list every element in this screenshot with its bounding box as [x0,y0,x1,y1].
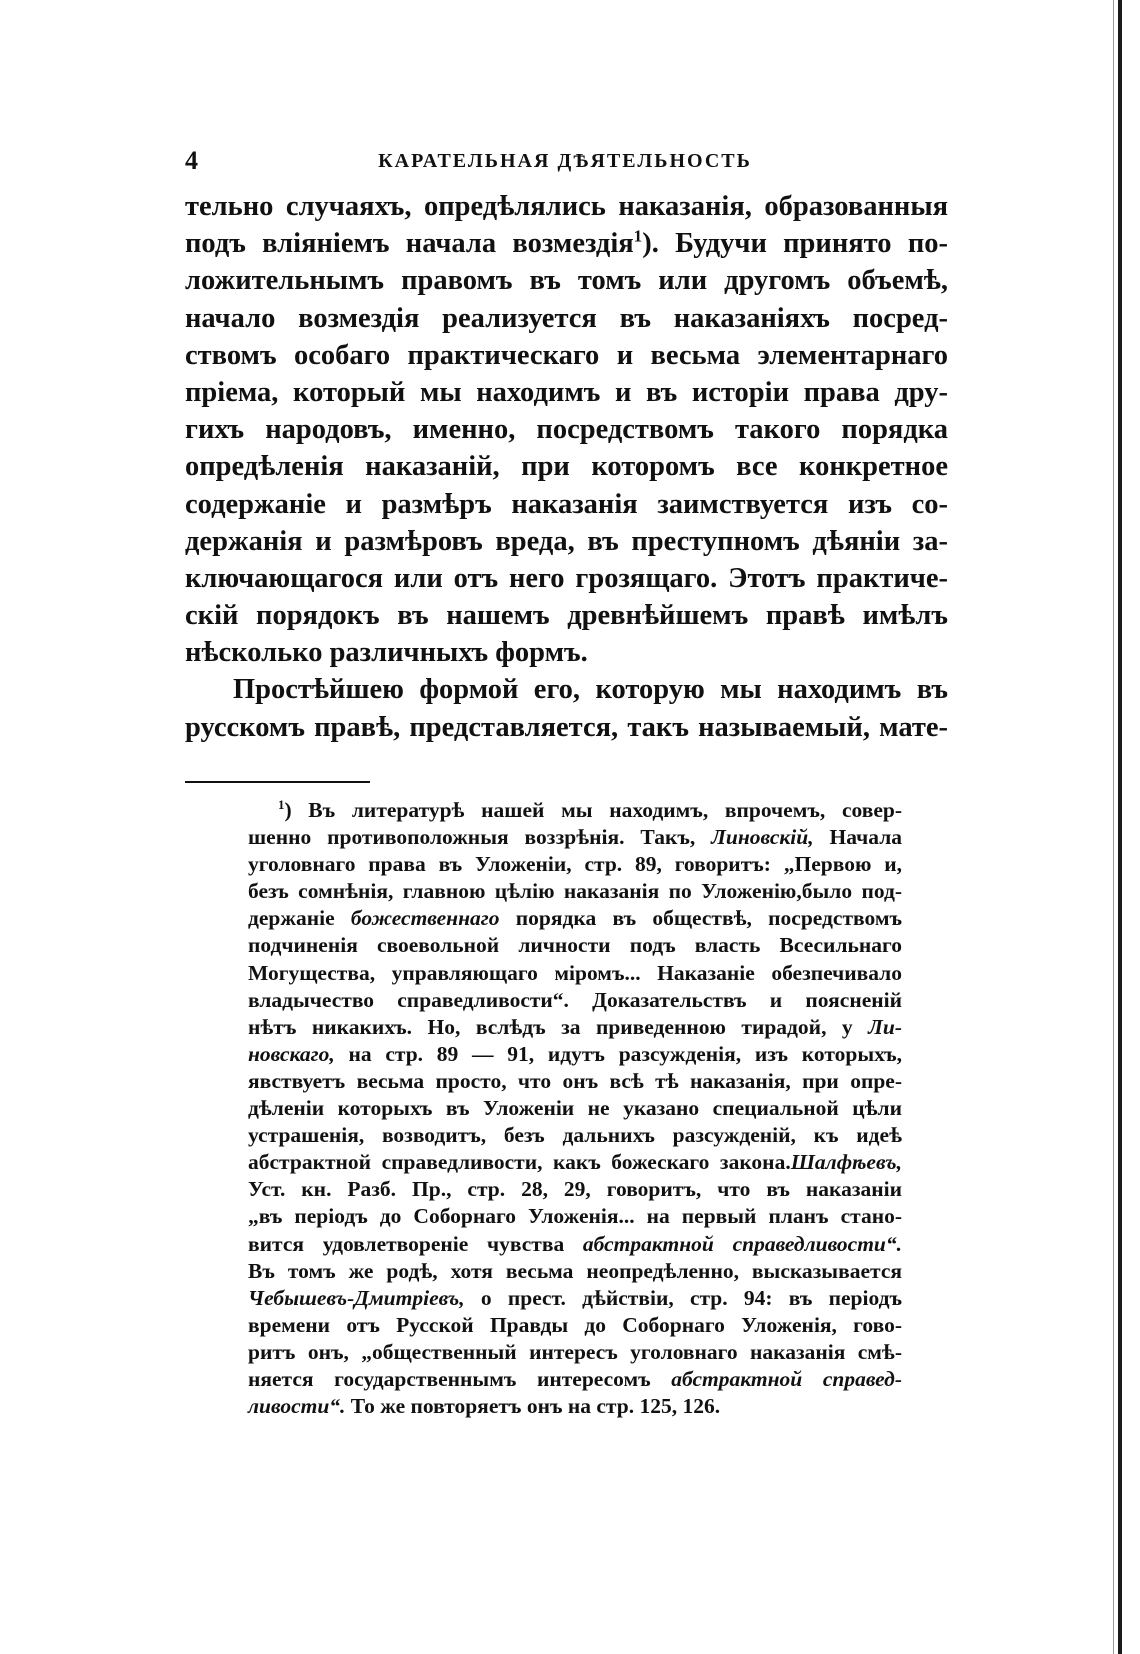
footnote-line: времени отъ Русской Правды до Соборнаго Уложенія, гово- [248,1312,902,1337]
text-line: гихъ народовъ, именно, посредствомъ такого порядка [185,414,948,446]
footnote-line: Чебышевъ-Дмитріевъ, о прест. дѣйствіи, стр. 94: въ періодъ [248,1285,903,1310]
footnote-line: дѣленіи которыхъ въ Уложеніи не указано специальной цѣли [248,1096,902,1121]
footnote-line: ритъ онъ, „общественный интересъ уголовнаго наказанія смѣ- [248,1339,902,1364]
text-line: опредѣленія наказаній, при которомъ все конкретное [185,451,948,483]
scan-edge-line [1113,0,1114,1654]
running-head [185,146,945,176]
footnote-rule [185,781,370,783]
footnote-line: владычество справедливости“. Доказательствъ и поясненій [248,987,902,1012]
running-title: КАРАТЕЛЬНАЯ ДѢЯТЕЛЬНОСТЬ [378,150,752,172]
text-line: держанія и размѣровъ вреда, въ преступномъ дѣяніи за- [185,525,948,557]
footnote-line: держаніе божественнаго порядка въ обществѣ, посредствомъ [248,906,903,931]
main-text [185,188,948,746]
footnote-line: $^1$) Въ литературѣ нашей мы находимъ, впрочемъ, совер- [278,797,902,822]
footnote [248,797,902,1420]
footnote-line: „въ періодъ до Соборнаго Уложенія... на первый планъ стано- [248,1204,902,1229]
text-line: пріема, который мы находимъ и въ исторіи права дру- [185,376,948,408]
text-line: скій порядокъ въ нашемъ древнѣйшемъ правѣ имѣлъ [185,600,948,632]
text-line: ключающагося или отъ него грозящаго. Этотъ практиче- [185,562,948,594]
text-line: содержаніе и размѣръ наказанія заимствуется изъ со- [185,488,948,520]
footnote-line: Могущества, управляющаго міромъ... Наказаніе обезпечивало [248,960,902,985]
footnote-line: нѣтъ никакихъ. Но, вслѣдъ за приведенною тирадой, у Ли- [248,1014,903,1039]
page-number: 4 [185,146,198,175]
footnote-line: абстрактной справедливости, какъ божескаго закона.Шалфѣевъ, [248,1150,902,1175]
text-line: нѣсколько различныхъ формъ. [185,637,588,669]
footnote-line: Уст. кн. Разб. Пр., стр. 28, 29, говоритъ, что въ наказаніи [248,1177,902,1202]
footnote-reference[interactable]: 1 [633,226,643,246]
footnote-line: уголовнаго права въ Уложеніи, стр. 89, говоритъ: „Первою и, [248,852,902,877]
text-line: начало возмездія реализуется въ наказаніяхъ посред- [185,302,948,334]
footnote-line: новскаго, на стр. 89 — 91, идутъ разсужденія, изъ которыхъ, [248,1041,902,1066]
footnote-marker: 1 [278,797,285,812]
text-line: подъ вліяніемъ начала возмездія$^1$). Будучи принято по- [185,226,948,260]
text-line: ложительнымъ правомъ въ томъ или другомъ объемѣ, [185,265,948,297]
footnote-line: подчиненія своевольной личности подъ власть Всесильнаго [248,933,902,958]
text-line-paragraph-start: Простѣйшею формой его, которую мы находимъ въ [233,674,948,706]
footnote-line: безъ сомнѣнія, главною цѣлію наказанія по Уложенію,было под- [248,879,902,904]
footnote-line: ливости“. То же повторяетъ онъ на стр. 125, 126. [248,1394,721,1419]
footnote-line: шенно противоположныя воззрѣнія. Такъ, Линовскій, Начала [248,825,903,850]
footnote-line: явствуетъ весьма просто, что онъ всѣ тѣ наказанія, при опре- [248,1068,902,1093]
footnote-line: вится удовлетвореніе чувства абстрактной справедливости“. [248,1231,902,1256]
footnote-line: няется государственнымъ интересомъ абстрактной справед- [248,1366,903,1391]
text-line: ствомъ особаго практическаго и весьма элементарнаго [185,339,948,371]
footnote-line: устрашенія, возводитъ, безъ дальнихъ разсужденій, къ идеѣ [248,1123,902,1148]
footnote-line: Въ томъ же родѣ, хотя весьма неопредѣленно, высказывается [248,1258,902,1283]
text-line: русскомъ правѣ, представляется, такъ называемый, мате- [185,711,948,743]
text-line: тельно случаяхъ, опредѣлялись наказанія, образованныя [185,191,948,222]
scan-edge [1118,0,1122,1654]
